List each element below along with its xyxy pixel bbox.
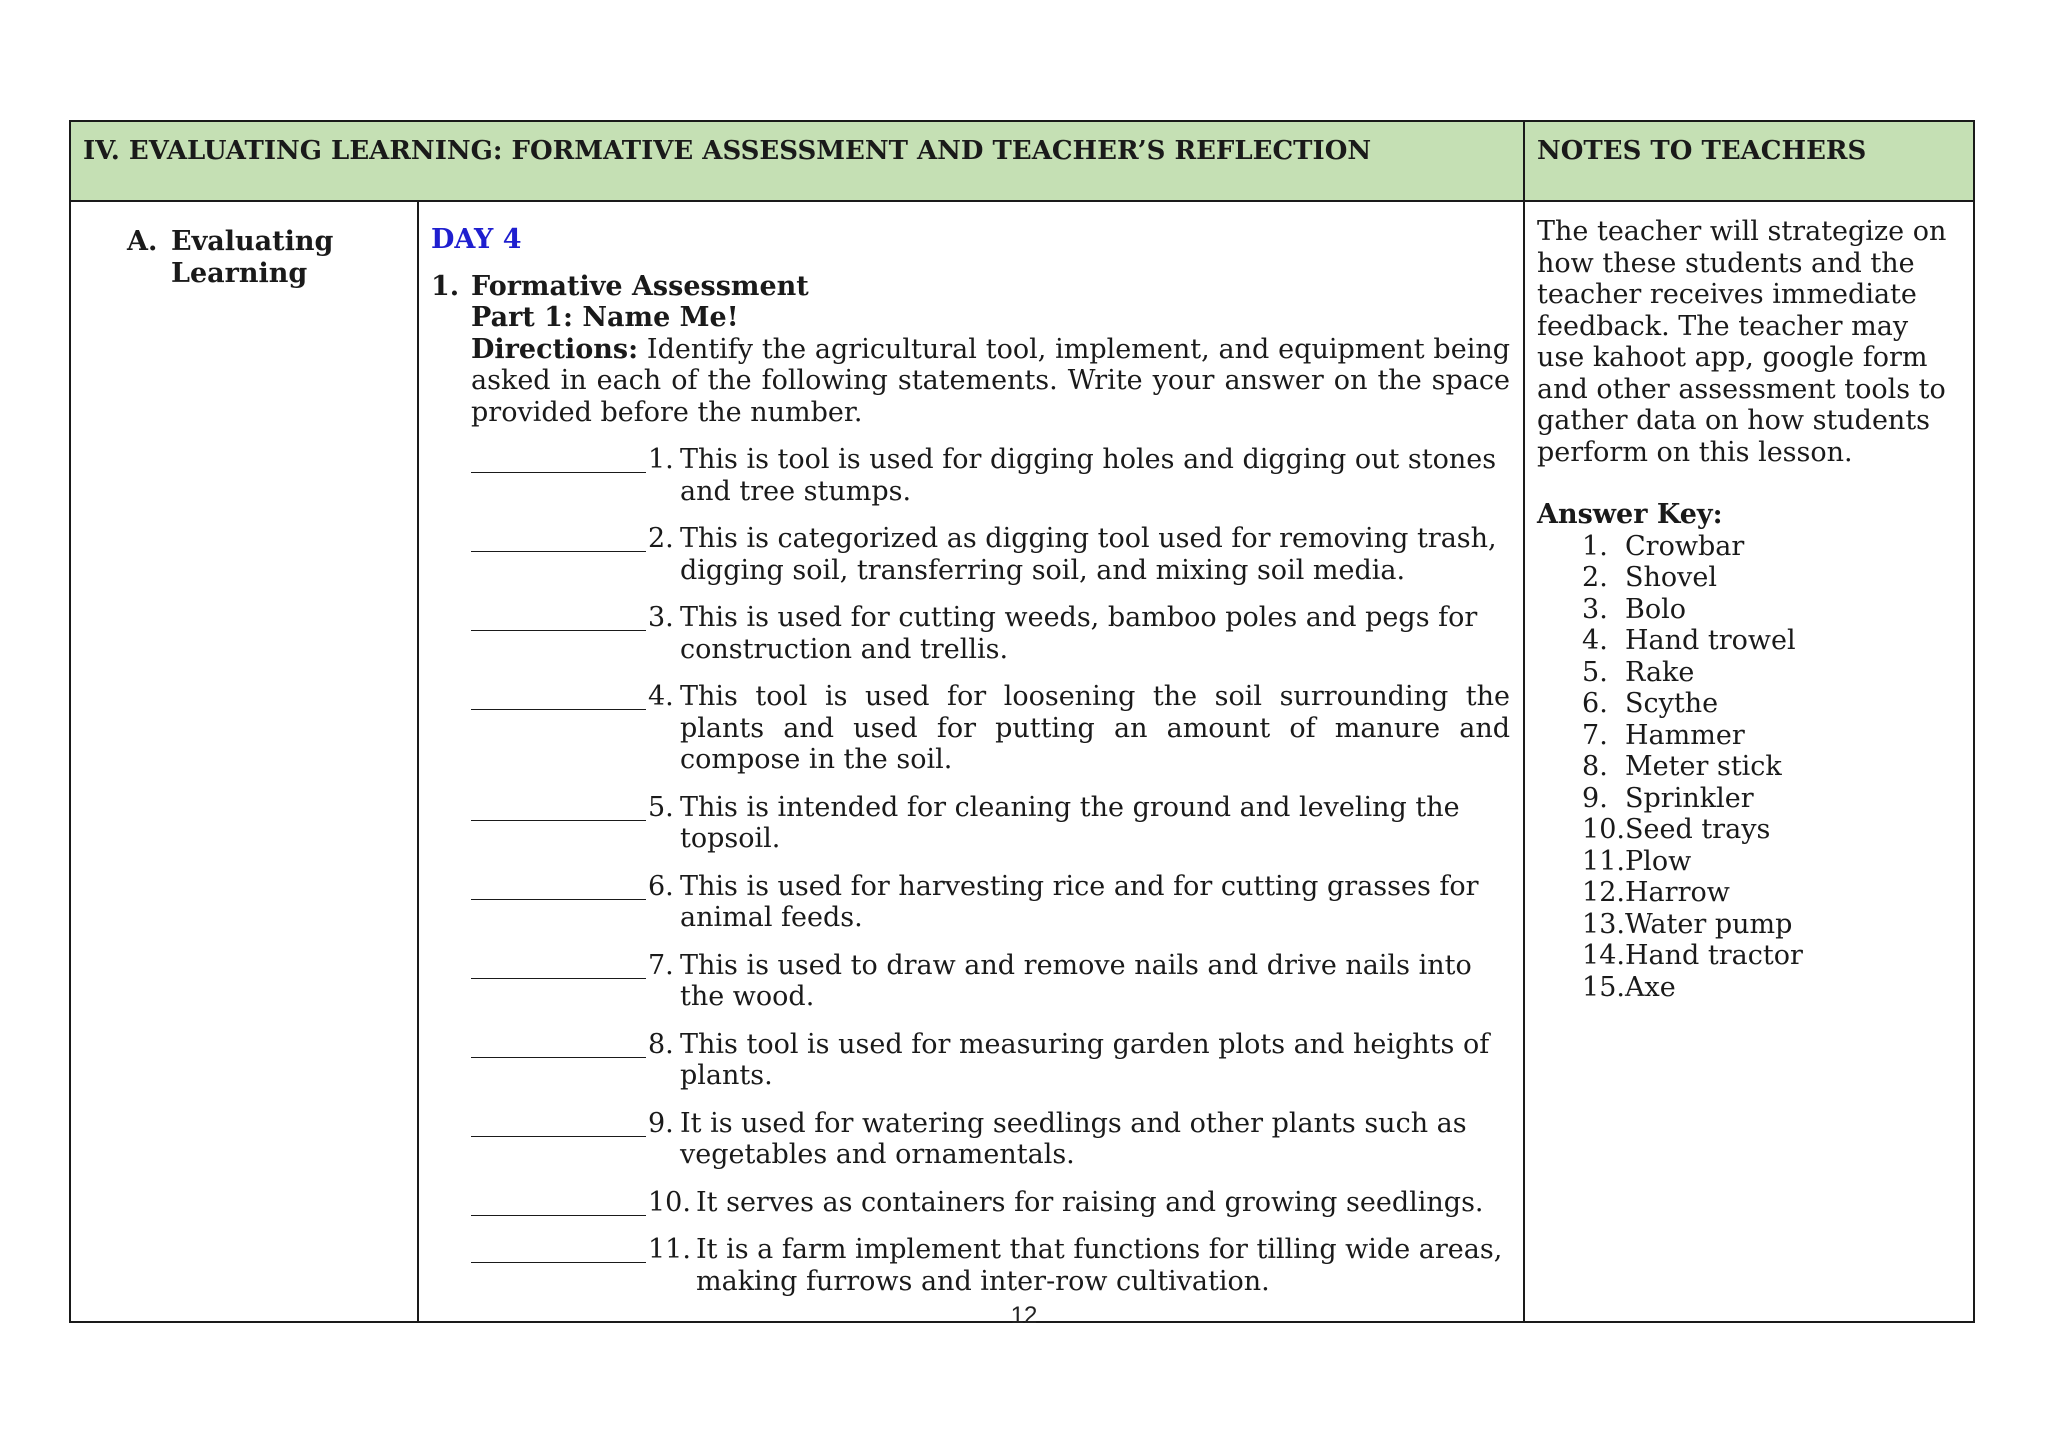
answer-key-item <box>1537 688 1961 720</box>
question-text: It is used for watering seedlings and other plants such as vegetables and ornamentals. <box>680 1107 1467 1170</box>
answer-blank <box>471 1187 646 1216</box>
answer-number: 12. <box>1582 877 1625 908</box>
question-number: 9. <box>648 1107 674 1139</box>
notes-header-cell <box>1524 121 1974 201</box>
section-letter: A. <box>127 226 158 257</box>
question-list <box>431 444 1510 1297</box>
directions-text: Identify the agricultural tool, implement, and equipment being asked in each of the following statements. Write your answer on the space provided before the number. <box>471 333 1511 428</box>
day-heading: DAY 4 <box>431 224 522 255</box>
answer-key-item <box>1537 751 1961 783</box>
question-item <box>471 444 1510 507</box>
answer-text: Crowbar <box>1625 530 1745 562</box>
answer-text: Shovel <box>1625 562 1718 593</box>
table-header-row <box>70 121 1974 201</box>
answer-key-item <box>1537 562 1961 594</box>
question-number: 7. <box>648 949 674 981</box>
question-item <box>471 1108 1510 1171</box>
question-number: 3. <box>648 602 674 633</box>
answer-blank <box>471 444 646 473</box>
answer-blank <box>471 950 646 979</box>
answer-text: Hand trowel <box>1625 625 1796 656</box>
answer-text: Axe <box>1625 971 1676 1003</box>
section-label-cell <box>70 201 418 1322</box>
answer-number: 7. <box>1582 719 1608 751</box>
answer-key-item <box>1537 625 1961 657</box>
lesson-table <box>69 120 1975 1323</box>
answer-number: 8. <box>1582 751 1608 782</box>
answer-number: 10. <box>1582 814 1625 845</box>
answer-text: Sprinkler <box>1625 782 1754 814</box>
answer-number: 14. <box>1582 940 1625 971</box>
question-item <box>471 1234 1510 1297</box>
answer-blank <box>471 792 646 821</box>
question-number: 11. <box>648 1234 691 1265</box>
answer-key-item <box>1537 594 1961 626</box>
answer-text: Meter stick <box>1625 751 1782 782</box>
answer-number: 11. <box>1582 845 1625 877</box>
answer-number: 3. <box>1582 593 1608 625</box>
question-text: It is a farm implement that functions for tilling wide areas, making furrows and inter-row cultivation. <box>696 1234 1503 1297</box>
table-body-row <box>70 201 1974 1322</box>
answer-key-item <box>1537 940 1961 972</box>
notes-text: The teacher will strategize on how these students and the teacher receives immediate feedback. The teacher may use kahoot app, google form and other assessment tools to gather data on how students perform on this lesson. <box>1537 216 1947 468</box>
question-number: 5. <box>648 791 674 823</box>
question-text: This is used for harvesting rice and for cutting grasses for animal feeds. <box>680 870 1479 933</box>
question-text: This is categorized as digging tool used for removing trash, digging soil, transferring soil, and mixing soil media. <box>680 523 1497 586</box>
answer-number: 5. <box>1582 656 1608 688</box>
answer-blank <box>471 523 646 552</box>
question-text: This is tool is used for digging holes and digging out stones and tree stumps. <box>680 444 1497 507</box>
question-text: This is used for cutting weeds, bamboo poles and pegs for construction and trellis. <box>680 602 1478 665</box>
directions-label: Directions: <box>471 333 639 365</box>
answer-key-item <box>1537 877 1961 909</box>
question-text: This is intended for cleaning the ground and leveling the topsoil. <box>680 791 1460 854</box>
answer-key-item <box>1537 814 1961 846</box>
question-item <box>471 1029 1510 1092</box>
question-item <box>471 602 1510 665</box>
answer-number: 6. <box>1582 688 1608 719</box>
directions <box>471 334 1510 429</box>
answer-text: Scythe <box>1625 688 1719 719</box>
notes-cell <box>1524 201 1974 1322</box>
answer-number: 2. <box>1582 562 1608 593</box>
answer-blank <box>471 602 646 631</box>
question-item <box>471 681 1510 776</box>
item-title: Formative Assessment <box>471 270 809 302</box>
answer-text: Water pump <box>1625 908 1793 940</box>
answer-text: Harrow <box>1625 877 1730 908</box>
answer-key-item <box>1537 720 1961 752</box>
answer-key-item <box>1537 657 1961 689</box>
question-number: 4. <box>648 681 674 712</box>
answer-blank <box>471 871 646 900</box>
page-number: 12 <box>1010 1302 1038 1329</box>
question-item <box>471 871 1510 934</box>
answer-text: Hammer <box>1625 719 1745 751</box>
answer-key-list <box>1537 531 1961 1004</box>
answer-number: 15. <box>1582 971 1625 1003</box>
question-number: 10. <box>648 1186 691 1218</box>
answer-text: Rake <box>1625 656 1695 688</box>
answer-text: Bolo <box>1625 593 1687 625</box>
section-name: Evaluating Learning <box>171 226 334 289</box>
section-header-cell <box>70 121 1524 201</box>
part-title: Part 1: Name Me! <box>471 302 739 333</box>
answer-number: 4. <box>1582 625 1608 656</box>
answer-number: 9. <box>1582 782 1608 814</box>
answer-number: 1. <box>1582 530 1608 562</box>
notes-header-title: NOTES TO TEACHERS <box>1537 136 1867 166</box>
question-text: This tool is used for measuring garden plots and heights of plants. <box>680 1028 1490 1091</box>
question-item <box>471 950 1510 1013</box>
answer-text: Seed trays <box>1625 814 1771 845</box>
assessment-content-cell <box>418 201 1524 1322</box>
answer-key-item <box>1537 909 1961 941</box>
answer-key-item <box>1537 531 1961 563</box>
question-item <box>471 792 1510 855</box>
question-number: 6. <box>648 870 674 902</box>
formative-assessment-heading <box>431 271 1510 303</box>
question-text: This is used to draw and remove nails and drive nails into the wood. <box>680 949 1472 1012</box>
answer-text: Plow <box>1625 845 1692 877</box>
question-item <box>471 523 1510 586</box>
answer-blank <box>471 681 646 710</box>
question-number: 8. <box>648 1028 674 1060</box>
answer-blank <box>471 1108 646 1137</box>
question-number: 1. <box>648 444 674 475</box>
answer-blank <box>471 1029 646 1058</box>
question-text: This tool is used for loosening the soil surrounding the plants and used for putting an amount of manure and compose in the soil. <box>680 681 1511 775</box>
answer-key-item <box>1537 972 1961 1004</box>
question-item <box>471 1187 1510 1219</box>
answer-key-item <box>1537 846 1961 878</box>
section-label <box>127 226 417 290</box>
answer-blank <box>471 1234 646 1263</box>
item-number: 1. <box>431 270 460 302</box>
answer-key-item <box>1537 783 1961 815</box>
answer-number: 13. <box>1582 908 1625 940</box>
answer-key-title: Answer Key: <box>1537 499 1723 530</box>
answer-text: Hand tractor <box>1625 940 1803 971</box>
question-number: 2. <box>648 523 674 554</box>
question-text: It serves as containers for raising and growing seedlings. <box>696 1186 1484 1218</box>
section-header-title: IV. EVALUATING LEARNING: FORMATIVE ASSESSMENT AND TEACHER’S REFLECTION <box>83 136 1372 166</box>
